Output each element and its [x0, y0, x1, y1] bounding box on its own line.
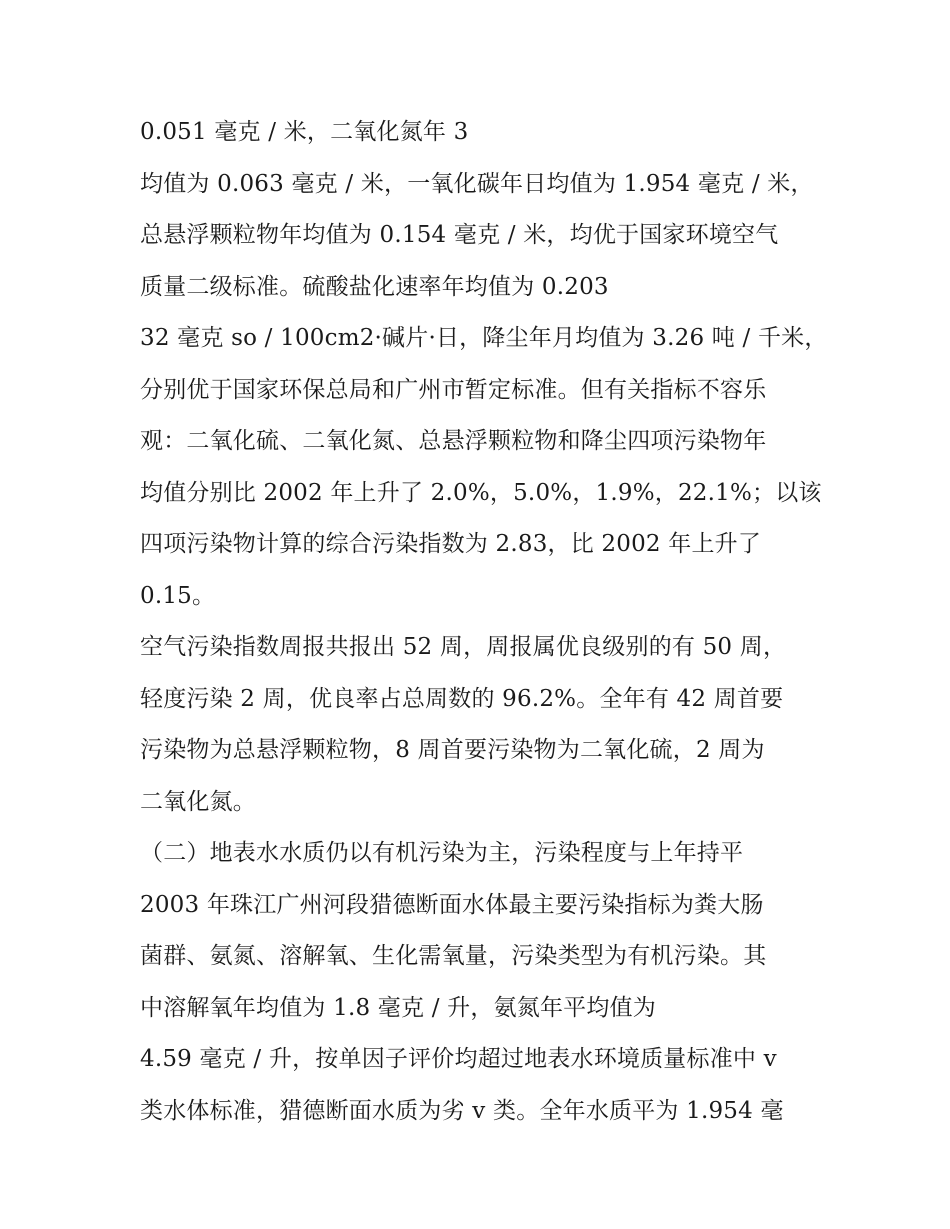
text-line: 二氧化氮。	[140, 788, 256, 815]
text-line: 总悬浮颗粒物年均值为 0.154 毫克 / 米，均优于国家环境空气	[140, 222, 779, 248]
document-body	[140, 107, 828, 1137]
text-line: 32 毫克 so / 100cm2·碱片·日，降尘年月均值为 3.26 吨 / 千米，	[140, 325, 828, 351]
text-line: 类水体标准，猎德断面水质为劣 v 类。全年水质平为 1.954 毫	[140, 1097, 784, 1124]
text-line: 轻度污染 2 周，优良率占总周数的 96.2%。全年有 42 周首要	[140, 685, 784, 712]
text-line: 4.59 毫克 / 升，按单因子评价均超过地表水环境质量标准中 v	[140, 1046, 777, 1072]
text-line: 0.051 毫克 / 米，二氧化氮年 3	[140, 119, 469, 145]
text-line: 观：二氧化硫、二氧化氮、总悬浮颗粒物和降尘四项污染物年	[140, 428, 767, 454]
section-heading: （二）地表水水质仍以有机污染为主，污染程度与上年持平	[140, 840, 744, 866]
text-line: 四项污染物计算的综合污染指数为 2.83，比 2002 年上升了	[140, 531, 762, 557]
text-line: 均值分别比 2002 年上升了 2.0%，5.0%，1.9%，22.1%；以该	[140, 479, 822, 506]
text-line: 空气污染指数周报共报出 52 周，周报属优良级别的有 50 周，	[140, 634, 787, 660]
text-line: 污染物为总悬浮颗粒物，8 周首要污染物为二氧化硫，2 周为	[140, 737, 765, 763]
text-line: 0.15。	[140, 582, 216, 609]
text-line: 质量二级标准。硫酸盐化速率年均值为 0.203	[140, 273, 609, 300]
text-line: 中溶解氧年均值为 1.8 毫克 / 升，氨氮年平均值为	[140, 994, 656, 1021]
text-line: 菌群、氨氮、溶解氧、生化需氧量，污染类型为有机污染。其	[140, 943, 767, 969]
text-line: 分别优于国家环保总局和广州市暂定标准。但有关指标不容乐	[140, 376, 767, 403]
text-line: 2003 年珠江广州河段猎德断面水体最主要污染指标为粪大肠	[140, 891, 764, 918]
text-line: 均值为 0.063 毫克 / 米，一氧化碳年日均值为 1.954 毫克 / 米，	[140, 170, 814, 197]
